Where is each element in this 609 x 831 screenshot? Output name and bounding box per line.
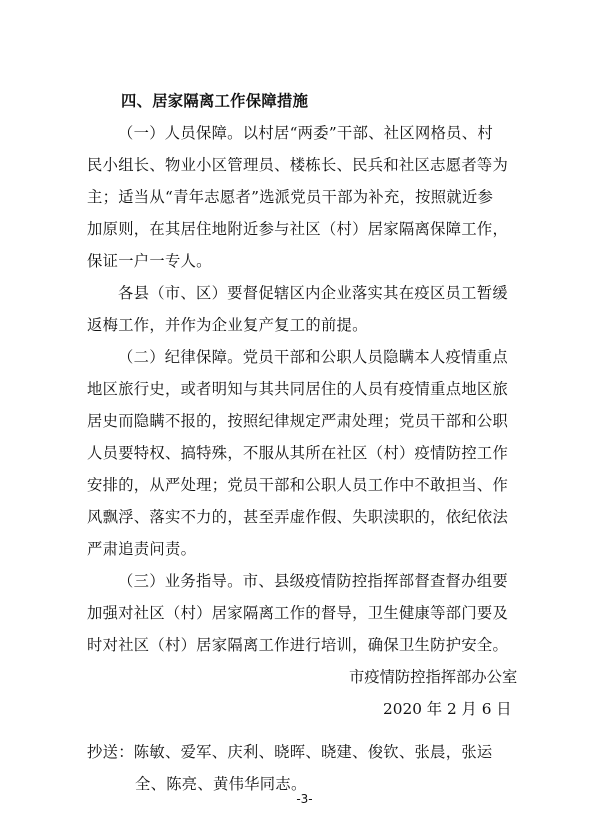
- page-number: -3-: [296, 792, 313, 806]
- paragraph-line: 民小组长、物业小区管理员、楼栋长、民兵和社区志愿者等为: [87, 156, 509, 174]
- paragraph-line: 保证一户一专人。: [87, 252, 212, 270]
- paragraph-line: 时对社区（村）居家隔离工作进行培训，确保卫生防护安全。: [87, 636, 509, 654]
- paragraph-line: 地区旅行史，或者明知与其共同居住的人员有疫情重点地区旅: [87, 380, 509, 398]
- paragraph-line: （三）业务指导。市、县级疫情防控指挥部督查督办组要: [118, 572, 508, 590]
- paragraph-line: 加原则，在其居住地附近参与社区（村）居家隔离保障工作，: [87, 220, 509, 238]
- paragraph-line: 居史而隐瞒不报的，按照纪律规定严肃处理；党员干部和公职: [87, 412, 509, 430]
- section-heading: 四、居家隔离工作保障措施: [121, 92, 309, 110]
- paragraph-line: 返梅工作，并作为企业复产复工的前提。: [87, 316, 368, 334]
- paragraph-line: （一）人员保障。以村居“两委”干部、社区网格员、村: [118, 124, 493, 142]
- paragraph-line: 主；适当从“青年志愿者”选派党员干部为补充，按照就近参: [87, 188, 494, 206]
- paragraph-line: 加强对社区（村）居家隔离工作的督导，卫生健康等部门要及: [87, 604, 509, 622]
- paragraph-line: 严肃追责问责。: [87, 540, 197, 558]
- cc-line: 全、陈亮、黄伟华同志。: [135, 775, 307, 793]
- paragraph-line: 各县（市、区）要督促辖区内企业落实其在疫区员工暂缓: [118, 284, 508, 302]
- paragraph-line: （二）纪律保障。党员干部和公职人员隐瞒本人疫情重点: [118, 348, 508, 366]
- cc-line: 抄送：陈敏、爱军、庆利、晓晖、晓建、俊钦、张晨，张运: [87, 743, 493, 761]
- issuing-office: 市疫情防控指挥部办公室: [349, 668, 518, 686]
- paragraph-line: 风飘浮、落实不力的，甚至弄虚作假、失职渎职的，依纪依法: [87, 508, 509, 526]
- paragraph-line: 安排的，从严处理；党员干部和公职人员工作中不敢担当、作: [87, 476, 509, 494]
- issue-date: 2020 年 2 月 6 日: [383, 700, 512, 718]
- paragraph-line: 人员要特权、搞特殊，不服从其所在社区（村）疫情防控工作: [87, 444, 509, 462]
